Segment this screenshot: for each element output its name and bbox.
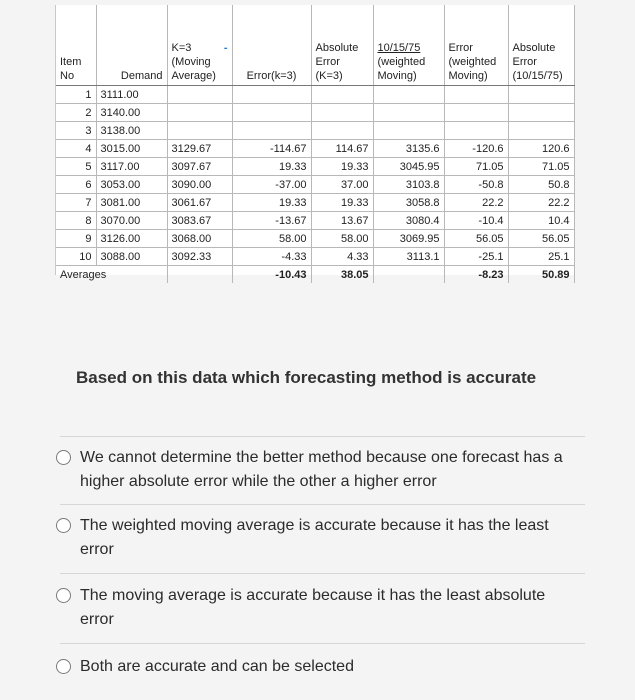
header-row	[56, 5, 574, 86]
header-moving-average: K=3 - (Moving Average)	[167, 5, 232, 86]
header-error-weighted: Error (weighted Moving)	[444, 5, 508, 86]
divider	[60, 643, 585, 644]
header-weighted-ma: 10/15/75 (weighted Moving)	[373, 5, 444, 86]
answer-option-label: Both are accurate and can be selected	[80, 658, 354, 675]
question-text: Based on this data which forecasting method is accurate	[76, 368, 537, 387]
table-row: 5 3117.00 3097.67 19.33 19.33 3045.95 71.05 71.05	[56, 158, 574, 176]
table-row: 2 3140.00	[56, 104, 574, 122]
answer-option-1[interactable]	[56, 446, 586, 494]
radio-button[interactable]	[56, 659, 71, 674]
header-demand: Demand	[96, 5, 167, 86]
table-row: 9 3126.00 3068.00 58.00 58.00 3069.95 56.05 56.05	[56, 230, 574, 248]
table-row: 7 3081.00 3061.67 19.33 19.33 3058.8 22.2 22.2	[56, 194, 574, 212]
table-row: 8 3070.00 3083.67 -13.67 13.67 3080.4 -10.4 10.4	[56, 212, 574, 230]
answer-option-4[interactable]	[56, 655, 586, 679]
header-abs-error-weighted: Absolute Error (10/15/75)	[508, 5, 574, 86]
table-row: 1 3111.00	[56, 86, 574, 104]
avg-error-k3: -10.43	[232, 266, 311, 284]
header-error-k3: Error(k=3)	[232, 5, 311, 86]
averages-label: Averages	[56, 266, 167, 284]
answer-option-label: The moving average is accurate because it has the least absolute error	[80, 587, 546, 628]
avg-abs-error-k3: 38.05	[311, 266, 373, 284]
answer-option-2[interactable]	[56, 514, 586, 562]
column-marker: -	[223, 42, 228, 54]
answer-option-3[interactable]	[56, 584, 586, 632]
table-row: 10 3088.00 3092.33 -4.33 4.33 3113.1 -25.1 25.1	[56, 248, 574, 266]
table-row: 6 3053.00 3090.00 -37.00 37.00 3103.8 -50.8 50.8	[56, 176, 574, 194]
averages-row	[56, 266, 574, 284]
avg-abs-error-weighted: 50.89	[508, 266, 574, 284]
table-row: 4 3015.00 3129.67 -114.67 114.67 3135.6 -120.6 120.6	[56, 140, 574, 158]
answer-option-label: We cannot determine the better method because one forecast has a higher absolute error while the other a higher error	[80, 449, 563, 490]
table-row: 3 3138.00	[56, 122, 574, 140]
forecast-table	[56, 5, 575, 283]
spreadsheet-table	[55, 5, 574, 281]
answer-option-label: The weighted moving average is accurate because it has the least error	[80, 517, 549, 558]
radio-button[interactable]	[56, 518, 71, 533]
divider	[60, 436, 585, 437]
divider	[60, 573, 585, 574]
radio-button[interactable]	[56, 450, 71, 465]
header-item-no: Item No	[56, 5, 96, 86]
divider	[60, 504, 585, 505]
header-abs-error-k3: Absolute Error (K=3)	[311, 5, 373, 86]
radio-button[interactable]	[56, 588, 71, 603]
avg-error-weighted: -8.23	[444, 266, 508, 284]
